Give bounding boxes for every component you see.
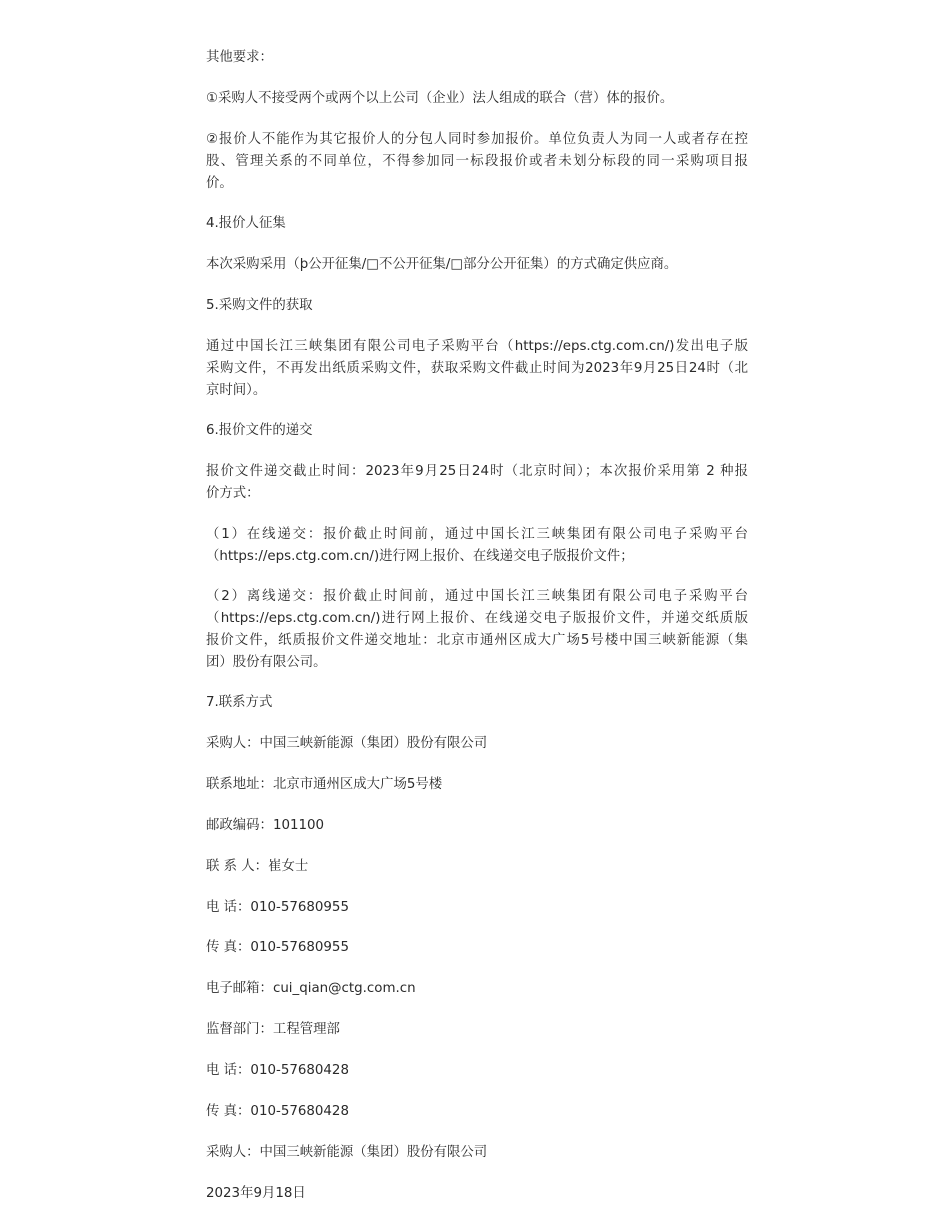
signature-purchaser: 采购人：中国三峡新能源（集团）股份有限公司 — [206, 1145, 488, 1160]
section-6-offline-line-3: 报价文件，纸质报价文件递交地址：北京市通州区成大广场5号楼中国三峡新能源（集 — [206, 633, 748, 648]
section-6-deadline-line-1: 报价文件递交截止时间：2023年9月25日24时（北京时间）；本次报价采用第 2 种报 — [206, 464, 748, 479]
contact-fax: 传 真：010-57680955 — [206, 940, 349, 955]
section-6-offline-line-2: （https://eps.ctg.com.cn/)进行网上报价、在线递交电子版报价文件，并递交纸质版 — [206, 611, 748, 626]
section-6-heading: 6.报价文件的递交 — [206, 423, 313, 438]
supervision-department: 监督部门：工程管理部 — [206, 1022, 340, 1037]
requirement-item-2-line-3: 价。 — [206, 176, 233, 191]
signature-date: 2023年9月18日 — [206, 1186, 306, 1201]
section-7-heading: 7.联系方式 — [206, 695, 273, 710]
contact-email: 电子邮箱：cui_qian@ctg.com.cn — [206, 981, 416, 996]
requirement-item-1: ①采购人不接受两个或两个以上公司（企业）法人组成的联合（营）体的报价。 — [206, 91, 674, 106]
section-5-heading: 5.采购文件的获取 — [206, 298, 313, 313]
section-6-online-line-2: （https://eps.ctg.com.cn/)进行网上报价、在线递交电子版报价文件； — [206, 549, 634, 564]
section-6-offline-line-1: （2）离线递交：报价截止时间前，通过中国长江三峡集团有限公司电子采购平台 — [206, 589, 748, 604]
contact-phone: 电 话：010-57680955 — [206, 900, 349, 915]
section-5-body-line-2: 采购文件，不再发出纸质采购文件，获取采购文件截止时间为2023年9月25日24时（北 — [206, 361, 748, 376]
section-6-offline-line-4: 团）股份有限公司。 — [206, 655, 327, 670]
section-4-heading: 4.报价人征集 — [206, 216, 286, 231]
contact-postcode: 邮政编码：101100 — [206, 818, 325, 833]
supervision-phone: 电 话：010-57680428 — [206, 1063, 349, 1078]
requirement-item-2-line-2: 股、管理关系的不同单位，不得参加同一标段报价或者未划分标段的同一采购项目报 — [206, 154, 748, 169]
section-6-online-line-1: （1）在线递交：报价截止时间前，通过中国长江三峡集团有限公司电子采购平台 — [206, 527, 748, 542]
requirement-item-2-line-1: ②报价人不能作为其它报价人的分包人同时参加报价。单位负责人为同一人或者存在控 — [206, 132, 748, 147]
section-6-deadline-line-2: 价方式： — [206, 486, 260, 501]
other-requirements-heading: 其他要求： — [206, 50, 273, 65]
contact-purchaser: 采购人：中国三峡新能源（集团）股份有限公司 — [206, 736, 488, 751]
section-5-body-line-3: 京时间）。 — [206, 383, 267, 398]
contact-person: 联 系 人：崔女士 — [206, 859, 309, 874]
supervision-fax: 传 真：010-57680428 — [206, 1104, 349, 1119]
section-5-body-line-1: 通过中国长江三峡集团有限公司电子采购平台（https://eps.ctg.com.cn/)发出电子版 — [206, 339, 748, 354]
contact-address: 联系地址：北京市通州区成大广场5号楼 — [206, 777, 443, 792]
section-4-body: 本次采购采用（þ公开征集/□不公开征集/□部分公开征集）的方式确定供应商。 — [206, 257, 678, 272]
